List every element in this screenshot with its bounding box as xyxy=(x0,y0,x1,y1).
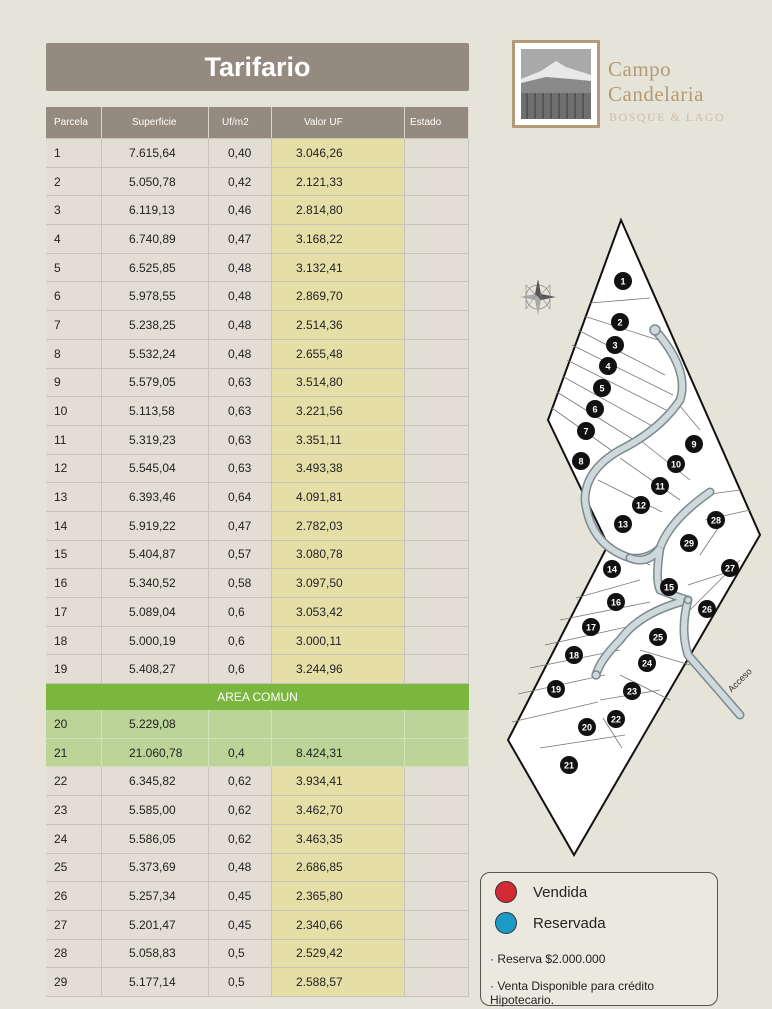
cell-superficie: 5.257,34 xyxy=(102,882,209,911)
cell-estado xyxy=(405,254,469,283)
cell-valor-uf: 3.493,38 xyxy=(272,455,405,484)
brand-logo xyxy=(512,40,600,128)
cell-estado xyxy=(405,569,469,598)
cell-superficie: 5.579,05 xyxy=(102,369,209,398)
cell-valor-uf: 3.168,22 xyxy=(272,225,405,254)
table-row xyxy=(46,796,469,825)
cell-superficie: 21.060,78 xyxy=(102,739,209,768)
cell-uf-m2: 0,40 xyxy=(209,139,272,168)
lot-marker-number: 3 xyxy=(612,340,618,351)
lot-marker[interactable] xyxy=(623,682,641,700)
lot-marker-number: 26 xyxy=(701,604,713,615)
cell-valor-uf: 2.529,42 xyxy=(272,940,405,969)
cell-superficie: 5.340,52 xyxy=(102,569,209,598)
lot-marker[interactable] xyxy=(593,379,611,397)
cell-valor-uf: 2.782,03 xyxy=(272,512,405,541)
cell-estado xyxy=(405,512,469,541)
lot-marker-number: 12 xyxy=(635,500,647,511)
cell-valor-uf: 2.365,80 xyxy=(272,882,405,911)
lot-marker[interactable] xyxy=(577,422,595,440)
lot-marker-number: 8 xyxy=(578,456,584,467)
cell-uf-m2: 0,63 xyxy=(209,397,272,426)
legend-reserved-label: Reservada xyxy=(533,914,606,932)
lot-marker[interactable] xyxy=(685,435,703,453)
table-row xyxy=(46,911,469,940)
cell-uf-m2: 0,6 xyxy=(209,655,272,684)
cell-valor-uf: 3.053,42 xyxy=(272,598,405,627)
cell-parcela: 29 xyxy=(46,968,102,997)
price-table xyxy=(46,107,469,997)
cell-superficie: 6.740,89 xyxy=(102,225,209,254)
table-row xyxy=(46,968,469,997)
cell-parcela: 13 xyxy=(46,483,102,512)
lot-marker-number: 23 xyxy=(626,686,638,697)
cell-estado xyxy=(405,710,469,739)
table-row xyxy=(46,311,469,340)
cell-estado xyxy=(405,796,469,825)
table-row xyxy=(46,655,469,684)
lot-marker-number: 18 xyxy=(568,650,580,661)
lot-marker-number: 29 xyxy=(683,538,695,549)
lot-marker[interactable] xyxy=(667,455,685,473)
legend-sold xyxy=(495,881,587,903)
cell-parcela: 20 xyxy=(46,710,102,739)
lot-marker-number: 27 xyxy=(724,563,736,574)
legend xyxy=(480,872,718,1006)
cell-superficie: 5.586,05 xyxy=(102,825,209,854)
lot-marker[interactable] xyxy=(638,654,656,672)
table-row xyxy=(46,569,469,598)
reserved-dot-icon xyxy=(495,912,517,934)
lot-marker-number: 2 xyxy=(617,317,623,328)
cell-superficie: 5.089,04 xyxy=(102,598,209,627)
mountain-lake-logo xyxy=(521,49,591,119)
cell-valor-uf: 3.221,56 xyxy=(272,397,405,426)
cell-valor-uf: 2.514,36 xyxy=(272,311,405,340)
cell-parcela: 28 xyxy=(46,940,102,969)
cell-superficie: 7.615,64 xyxy=(102,139,209,168)
cell-parcela: 3 xyxy=(46,196,102,225)
cell-parcela: 17 xyxy=(46,598,102,627)
cell-valor-uf: 2.121,33 xyxy=(272,168,405,197)
cell-parcela: 5 xyxy=(46,254,102,283)
lot-marker[interactable] xyxy=(586,400,604,418)
table-row xyxy=(46,940,469,969)
sold-dot-icon xyxy=(495,881,517,903)
header-parcela: Parcela xyxy=(46,107,102,139)
cell-uf-m2: 0,46 xyxy=(209,196,272,225)
cell-superficie: 5.919,22 xyxy=(102,512,209,541)
cell-superficie: 5.238,25 xyxy=(102,311,209,340)
table-row xyxy=(46,455,469,484)
cell-estado xyxy=(405,911,469,940)
lot-marker[interactable] xyxy=(607,593,625,611)
lot-marker[interactable] xyxy=(649,628,667,646)
cell-parcela: 4 xyxy=(46,225,102,254)
cell-uf-m2: 0,48 xyxy=(209,340,272,369)
cell-valor-uf xyxy=(272,710,405,739)
lot-marker[interactable] xyxy=(565,646,583,664)
cell-valor-uf: 3.351,11 xyxy=(272,426,405,455)
lot-marker-number: 7 xyxy=(583,426,589,437)
cell-estado xyxy=(405,968,469,997)
lot-marker[interactable] xyxy=(606,336,624,354)
lot-marker[interactable] xyxy=(660,578,678,596)
lot-marker-number: 14 xyxy=(606,564,618,575)
cell-valor-uf: 2.655,48 xyxy=(272,340,405,369)
cell-uf-m2: 0,63 xyxy=(209,426,272,455)
note-reserva: · Reserva $2.000.000 xyxy=(490,952,606,966)
cell-estado xyxy=(405,767,469,796)
cell-parcela: 11 xyxy=(46,426,102,455)
lot-marker-number: 16 xyxy=(610,597,622,608)
table-row xyxy=(46,483,469,512)
cell-estado xyxy=(405,455,469,484)
cell-parcela: 23 xyxy=(46,796,102,825)
cell-valor-uf: 2.588,57 xyxy=(272,968,405,997)
table-row xyxy=(46,139,469,168)
table-row xyxy=(46,882,469,911)
table-row xyxy=(46,196,469,225)
cell-uf-m2: 0,48 xyxy=(209,311,272,340)
cell-uf-m2: 0,48 xyxy=(209,254,272,283)
cell-parcela: 12 xyxy=(46,455,102,484)
cell-valor-uf: 3.462,70 xyxy=(272,796,405,825)
table-row xyxy=(46,739,469,768)
lot-marker[interactable] xyxy=(698,600,716,618)
site-map xyxy=(480,200,770,865)
cell-valor-uf: 3.046,26 xyxy=(272,139,405,168)
cell-uf-m2: 0,62 xyxy=(209,825,272,854)
cell-superficie: 5.404,87 xyxy=(102,541,209,570)
page-title: Tarifario xyxy=(46,43,469,91)
cell-uf-m2: 0,48 xyxy=(209,282,272,311)
lot-marker-number: 24 xyxy=(641,658,653,669)
table-row xyxy=(46,825,469,854)
lot-marker[interactable] xyxy=(572,452,590,470)
cell-estado xyxy=(405,311,469,340)
cell-parcela: 27 xyxy=(46,911,102,940)
cell-valor-uf: 3.132,41 xyxy=(272,254,405,283)
cell-parcela: 21 xyxy=(46,739,102,768)
lot-marker-number: 9 xyxy=(691,439,697,450)
cell-parcela: 15 xyxy=(46,541,102,570)
cell-superficie: 5.201,47 xyxy=(102,911,209,940)
cell-parcela: 19 xyxy=(46,655,102,684)
cell-estado xyxy=(405,426,469,455)
cell-uf-m2 xyxy=(209,710,272,739)
cell-valor-uf: 2.686,85 xyxy=(272,854,405,883)
lot-marker-number: 20 xyxy=(581,722,593,733)
lot-marker-number: 4 xyxy=(605,361,611,372)
cell-parcela: 25 xyxy=(46,854,102,883)
cell-valor-uf: 3.463,35 xyxy=(272,825,405,854)
cell-superficie: 5.978,55 xyxy=(102,282,209,311)
table-row xyxy=(46,767,469,796)
cell-uf-m2: 0,63 xyxy=(209,455,272,484)
cell-uf-m2: 0,48 xyxy=(209,854,272,883)
cell-parcela: 1 xyxy=(46,139,102,168)
cell-valor-uf: 8.424,31 xyxy=(272,739,405,768)
cell-estado xyxy=(405,825,469,854)
table-row xyxy=(46,854,469,883)
table-row xyxy=(46,598,469,627)
lot-marker[interactable] xyxy=(632,496,650,514)
cell-valor-uf: 3.097,50 xyxy=(272,569,405,598)
lot-marker[interactable] xyxy=(560,756,578,774)
cell-superficie: 5.177,14 xyxy=(102,968,209,997)
lot-marker-number: 19 xyxy=(550,684,562,695)
table-header xyxy=(46,107,469,139)
cell-uf-m2: 0,62 xyxy=(209,767,272,796)
cell-parcela: 9 xyxy=(46,369,102,398)
cell-uf-m2: 0,58 xyxy=(209,569,272,598)
lot-marker-number: 22 xyxy=(610,714,622,725)
cell-parcela: 6 xyxy=(46,282,102,311)
lot-marker[interactable] xyxy=(599,357,617,375)
cell-parcela: 10 xyxy=(46,397,102,426)
brand-name xyxy=(608,57,704,107)
cell-superficie: 6.393,46 xyxy=(102,483,209,512)
brand-tagline: BOSQUE & LAGO xyxy=(609,110,726,124)
table-row xyxy=(46,282,469,311)
lot-marker[interactable] xyxy=(582,618,600,636)
cell-parcela: 8 xyxy=(46,340,102,369)
cell-estado xyxy=(405,196,469,225)
cell-parcela: 7 xyxy=(46,311,102,340)
lot-marker-number: 1 xyxy=(620,276,626,287)
lot-marker-number: 13 xyxy=(617,519,629,530)
lot-marker-number: 10 xyxy=(670,459,682,470)
cell-estado xyxy=(405,340,469,369)
cell-estado xyxy=(405,168,469,197)
cell-estado xyxy=(405,627,469,656)
lot-marker[interactable] xyxy=(607,710,625,728)
header-uf-m2: Uf/m2 xyxy=(209,107,272,139)
lot-marker-number: 15 xyxy=(663,582,675,593)
cell-superficie: 5.058,83 xyxy=(102,940,209,969)
cell-estado xyxy=(405,940,469,969)
cell-parcela: 16 xyxy=(46,569,102,598)
cell-uf-m2: 0,6 xyxy=(209,627,272,656)
lot-marker-number: 5 xyxy=(599,383,605,394)
lot-marker[interactable] xyxy=(721,559,739,577)
access-label: Acceso xyxy=(725,666,754,695)
lot-marker-number: 25 xyxy=(652,632,664,643)
brand-line-1: Campo xyxy=(608,57,672,81)
table-row xyxy=(46,369,469,398)
lot-marker[interactable] xyxy=(651,477,669,495)
cell-superficie: 6.525,85 xyxy=(102,254,209,283)
cell-estado xyxy=(405,598,469,627)
cell-valor-uf: 3.934,41 xyxy=(272,767,405,796)
cell-estado xyxy=(405,397,469,426)
lot-marker[interactable] xyxy=(611,313,629,331)
table-row xyxy=(46,627,469,656)
cell-uf-m2: 0,63 xyxy=(209,369,272,398)
cell-superficie: 5.113,58 xyxy=(102,397,209,426)
cell-uf-m2: 0,62 xyxy=(209,796,272,825)
legend-sold-label: Vendida xyxy=(533,883,588,901)
table-row xyxy=(46,512,469,541)
cell-valor-uf: 4.091,81 xyxy=(272,483,405,512)
cell-superficie: 5.229,08 xyxy=(102,710,209,739)
cell-uf-m2: 0,5 xyxy=(209,940,272,969)
cell-parcela: 18 xyxy=(46,627,102,656)
brand-line-2: Candelaria xyxy=(608,82,704,106)
table-row xyxy=(46,426,469,455)
cell-estado xyxy=(405,739,469,768)
cell-valor-uf: 3.000,11 xyxy=(272,627,405,656)
table-row xyxy=(46,397,469,426)
lot-marker-number: 17 xyxy=(585,622,597,633)
table-row xyxy=(46,340,469,369)
lot-marker[interactable] xyxy=(614,272,632,290)
table-row xyxy=(46,710,469,739)
cell-parcela: 2 xyxy=(46,168,102,197)
table-row xyxy=(46,254,469,283)
cell-valor-uf: 2.814,80 xyxy=(272,196,405,225)
table-row xyxy=(46,168,469,197)
cell-uf-m2: 0,45 xyxy=(209,882,272,911)
cell-superficie: 6.345,82 xyxy=(102,767,209,796)
cell-superficie: 5.000,19 xyxy=(102,627,209,656)
cell-uf-m2: 0,45 xyxy=(209,911,272,940)
cell-estado xyxy=(405,483,469,512)
cell-superficie: 5.373,69 xyxy=(102,854,209,883)
legend-reserved xyxy=(495,912,606,934)
cell-uf-m2: 0,64 xyxy=(209,483,272,512)
lot-marker[interactable] xyxy=(603,560,621,578)
cell-uf-m2: 0,57 xyxy=(209,541,272,570)
cell-parcela: 24 xyxy=(46,825,102,854)
cell-estado xyxy=(405,882,469,911)
note-credito: · Venta Disponible para crédito Hipotecario. xyxy=(490,979,655,1007)
cell-uf-m2: 0,4 xyxy=(209,739,272,768)
cell-estado xyxy=(405,225,469,254)
cell-superficie: 5.545,04 xyxy=(102,455,209,484)
cell-valor-uf: 3.080,78 xyxy=(272,541,405,570)
cell-uf-m2: 0,47 xyxy=(209,225,272,254)
cell-superficie: 5.532,24 xyxy=(102,340,209,369)
lot-marker[interactable] xyxy=(680,534,698,552)
cell-uf-m2: 0,42 xyxy=(209,168,272,197)
cell-uf-m2: 0,6 xyxy=(209,598,272,627)
cell-superficie: 5.585,00 xyxy=(102,796,209,825)
cell-superficie: 5.408,27 xyxy=(102,655,209,684)
cell-estado xyxy=(405,854,469,883)
cell-superficie: 5.319,23 xyxy=(102,426,209,455)
cell-parcela: 26 xyxy=(46,882,102,911)
header-estado: Estado xyxy=(405,107,469,139)
lot-marker-number: 28 xyxy=(710,515,722,526)
header-superficie: Superficie xyxy=(102,107,209,139)
cell-uf-m2: 0,5 xyxy=(209,968,272,997)
cell-valor-uf: 3.514,80 xyxy=(272,369,405,398)
cell-estado xyxy=(405,541,469,570)
cell-uf-m2: 0,47 xyxy=(209,512,272,541)
cell-valor-uf: 3.244,96 xyxy=(272,655,405,684)
lot-marker-number: 6 xyxy=(592,404,598,415)
cell-valor-uf: 2.869,70 xyxy=(272,282,405,311)
cell-superficie: 6.119,13 xyxy=(102,196,209,225)
area-comun-bar: AREA COMUN xyxy=(46,684,469,710)
cell-superficie: 5.050,78 xyxy=(102,168,209,197)
compass-rose-icon xyxy=(520,279,556,315)
lot-marker[interactable] xyxy=(707,511,725,529)
lot-marker[interactable] xyxy=(614,515,632,533)
header-valor-uf: Valor UF xyxy=(272,107,405,139)
lot-marker[interactable] xyxy=(578,718,596,736)
cell-parcela: 22 xyxy=(46,767,102,796)
cell-parcela: 14 xyxy=(46,512,102,541)
cell-estado xyxy=(405,282,469,311)
lot-marker-number: 11 xyxy=(655,481,665,492)
lot-marker[interactable] xyxy=(547,680,565,698)
cell-estado xyxy=(405,655,469,684)
table-row xyxy=(46,225,469,254)
cell-valor-uf: 2.340,66 xyxy=(272,911,405,940)
table-row xyxy=(46,541,469,570)
lot-marker-number: 21 xyxy=(563,760,575,771)
cell-estado xyxy=(405,369,469,398)
cell-estado xyxy=(405,139,469,168)
